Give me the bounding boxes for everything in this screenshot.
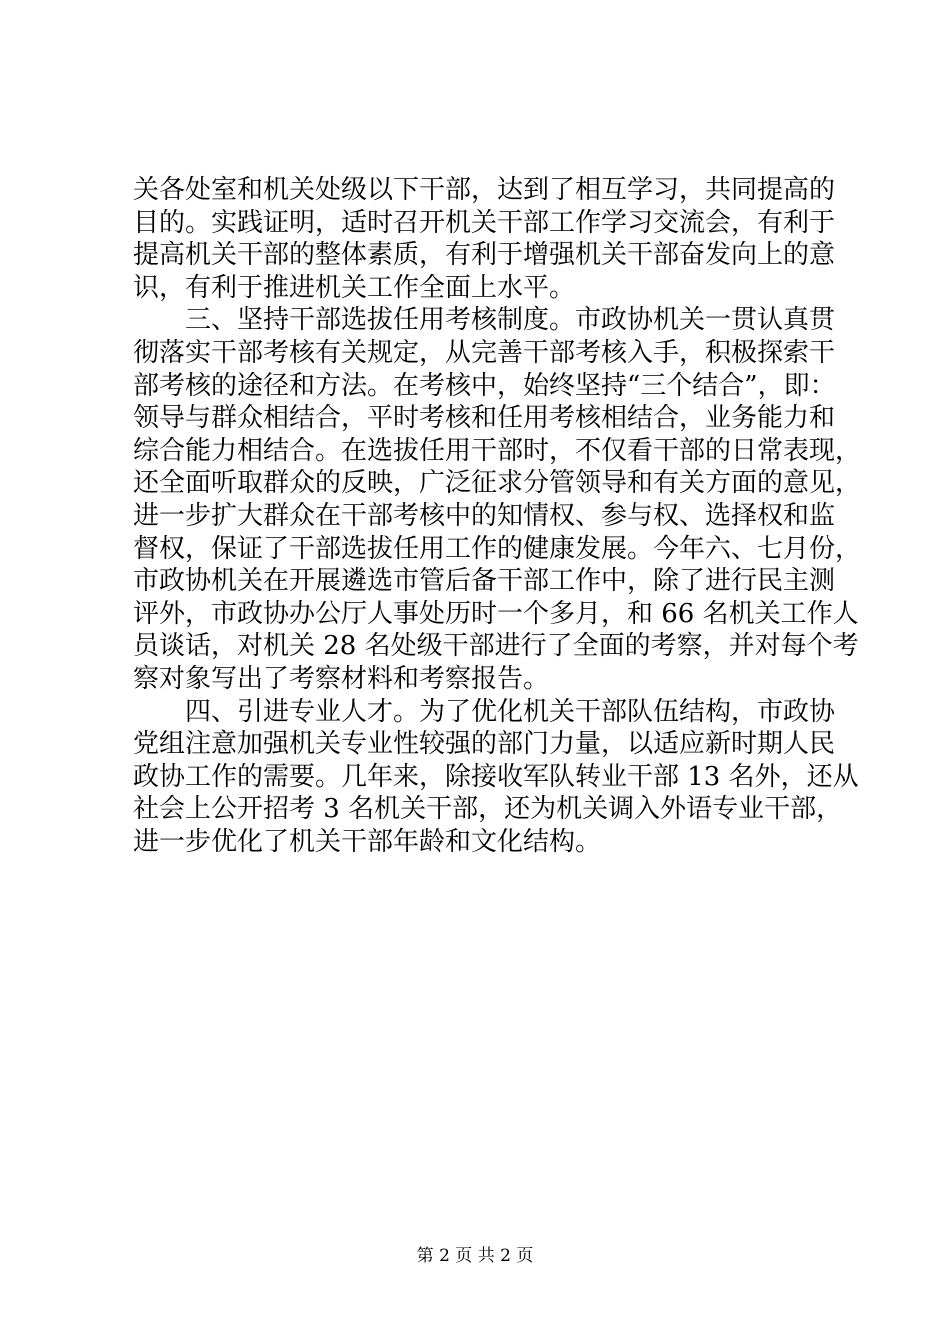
text-line: 察对象写出了考察材料和考察报告。: [133, 663, 550, 694]
text-line: 进一步优化了机关干部年龄和文化结构。: [133, 826, 602, 857]
page-footer: 第 2 页 共 2 页: [416, 1246, 534, 1266]
text-line: 市政协机关在开展遴选市管后备干部工作中，除了进行民主测: [133, 566, 836, 597]
document-body: [133, 174, 862, 858]
text-line: 领导与群众相结合，平时考核和任用考核相结合，业务能力和: [133, 403, 836, 434]
text-line: 政协工作的需要。几年来，除接收军队转业干部 13 名外，还从: [133, 761, 859, 792]
text-line: 还全面听取群众的反映，广泛征求分管领导和有关方面的意见，: [133, 468, 862, 499]
text-line: 进一步扩大群众在干部考核中的知情权、参与权、选择权和监: [133, 500, 836, 531]
text-line: 综合能力相结合。在选拔任用干部时，不仅看干部的日常表现，: [133, 435, 862, 466]
text-line: 社会上公开招考 3 名机关干部，还为机关调入外语专业干部，: [133, 794, 843, 825]
text-line: 督权，保证了干部选拔任用工作的健康发展。今年六、七月份，: [133, 533, 862, 564]
text-line: 三、坚持干部选拔任用考核制度。市政协机关一贯认真贯: [133, 305, 836, 336]
text-line: 目的。实践证明，适时召开机关干部工作学习交流会，有利于: [133, 207, 836, 238]
text-line: 关各处室和机关处级以下干部，达到了相互学习，共同提高的: [133, 175, 836, 205]
text-line: 员谈话，对机关 28 名处级干部进行了全面的考察，并对每个考: [133, 631, 859, 662]
text-line: 彻落实干部考核有关规定，从完善干部考核入手，积极探索干: [133, 337, 836, 368]
text-line: 四、引进专业人才。为了优化机关干部队伍结构，市政协: [133, 696, 836, 727]
text-line: 识，有利于推进机关工作全面上水平。: [133, 272, 576, 303]
text-line: 评外，市政协办公厅人事处历时一个多月，和 66 名机关工作人: [133, 598, 859, 629]
text-line: 提高机关干部的整体素质，有利于增强机关干部奋发向上的意: [133, 240, 836, 271]
text-line: 部考核的途径和方法。在考核中，始终坚持“三个结合”，即：: [133, 370, 836, 401]
text-line: 党组注意加强机关专业性较强的部门力量，以适应新时期人民: [133, 729, 836, 760]
